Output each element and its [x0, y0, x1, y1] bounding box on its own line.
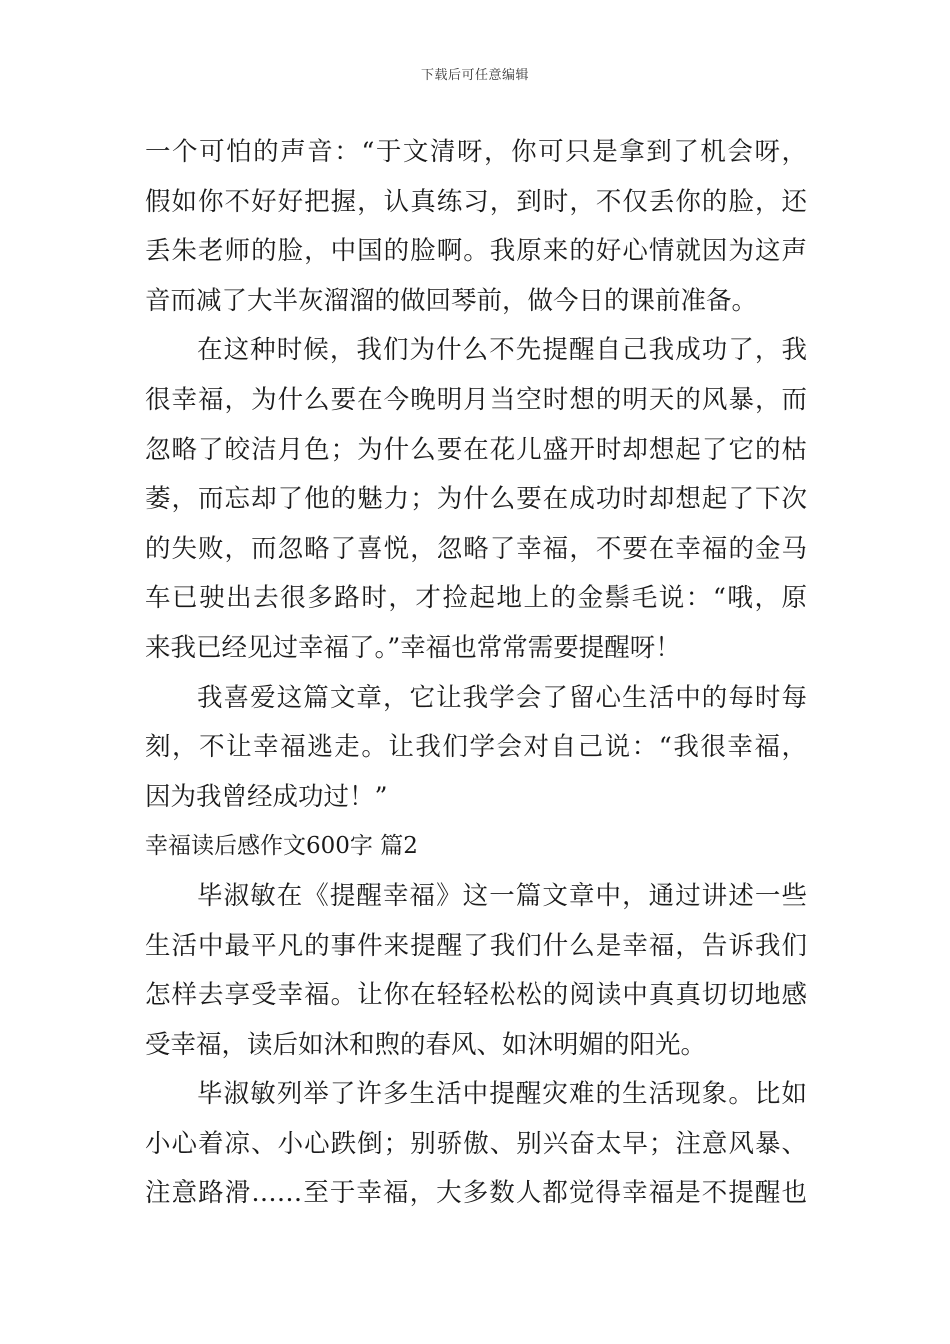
text-line: 的失败，而忽略了喜悦，忽略了幸福，不要在幸福的金马 [145, 533, 807, 564]
text-line: 来我已经见过幸福了。”幸福也常常需要提醒呀！ [145, 632, 681, 663]
text-line: 怎样去享受幸福。让你在轻轻松松的阅读中真真切切地感 [145, 980, 807, 1011]
text-line: 毕淑敏列举了许多生活中提醒灾难的生活现象。比如 [197, 1079, 807, 1110]
text-line: 忽略了皎洁月色；为什么要在花儿盛开时却想起了它的枯 [145, 434, 807, 465]
text-line: 萎，而忘却了他的魅力；为什么要在成功时却想起了下次 [145, 484, 807, 515]
text-line: 因为我曾经成功过！” [145, 781, 388, 812]
text-line: 刻，不让幸福逃走。让我们学会对自己说：“我很幸福， [145, 732, 807, 763]
text-line: 小心着凉、小心跌倒；别骄傲、别兴奋太早；注意风暴、 [145, 1128, 807, 1159]
page-header: 下载后可任意编辑 [420, 68, 529, 83]
text-line: 注意路滑……至于幸福，大多数人都觉得幸福是不提醒也 [145, 1178, 807, 1209]
text-line: 一个可怕的声音：“于文清呀，你可只是拿到了机会呀， [145, 137, 807, 167]
text-line: 毕淑敏在《提醒幸福》这一篇文章中，通过讲述一些 [197, 880, 807, 911]
text-line: 在这种时候，我们为什么不先提醒自己我成功了，我 [197, 335, 807, 366]
text-line: 生活中最平凡的事件来提醒了我们什么是幸福，告诉我们 [145, 930, 807, 961]
document-body [145, 128, 807, 1219]
text-line: 假如你不好好把握，认真练习，到时，不仅丢你的脸，还 [145, 186, 807, 217]
text-line: 很幸福，为什么要在今晚明月当空时想的明天的风暴，而 [145, 384, 807, 415]
text-line: 车已驶出去很多路时，才捡起地上的金鬃毛说：“哦，原 [145, 583, 807, 614]
text-line: 我喜爱这篇文章，它让我学会了留心生活中的每时每 [197, 682, 807, 713]
text-line: 音而减了大半灰溜溜的做回琴前，做今日的课前准备。 [145, 285, 758, 316]
text-line: 受幸福，读后如沐和煦的春风、如沐明媚的阳光。 [145, 1029, 707, 1060]
text-line: 丢朱老师的脸，中国的脸啊。我原来的好心情就因为这声 [145, 236, 807, 267]
section-heading: 幸福读后感作文600字 篇2 [145, 833, 418, 860]
